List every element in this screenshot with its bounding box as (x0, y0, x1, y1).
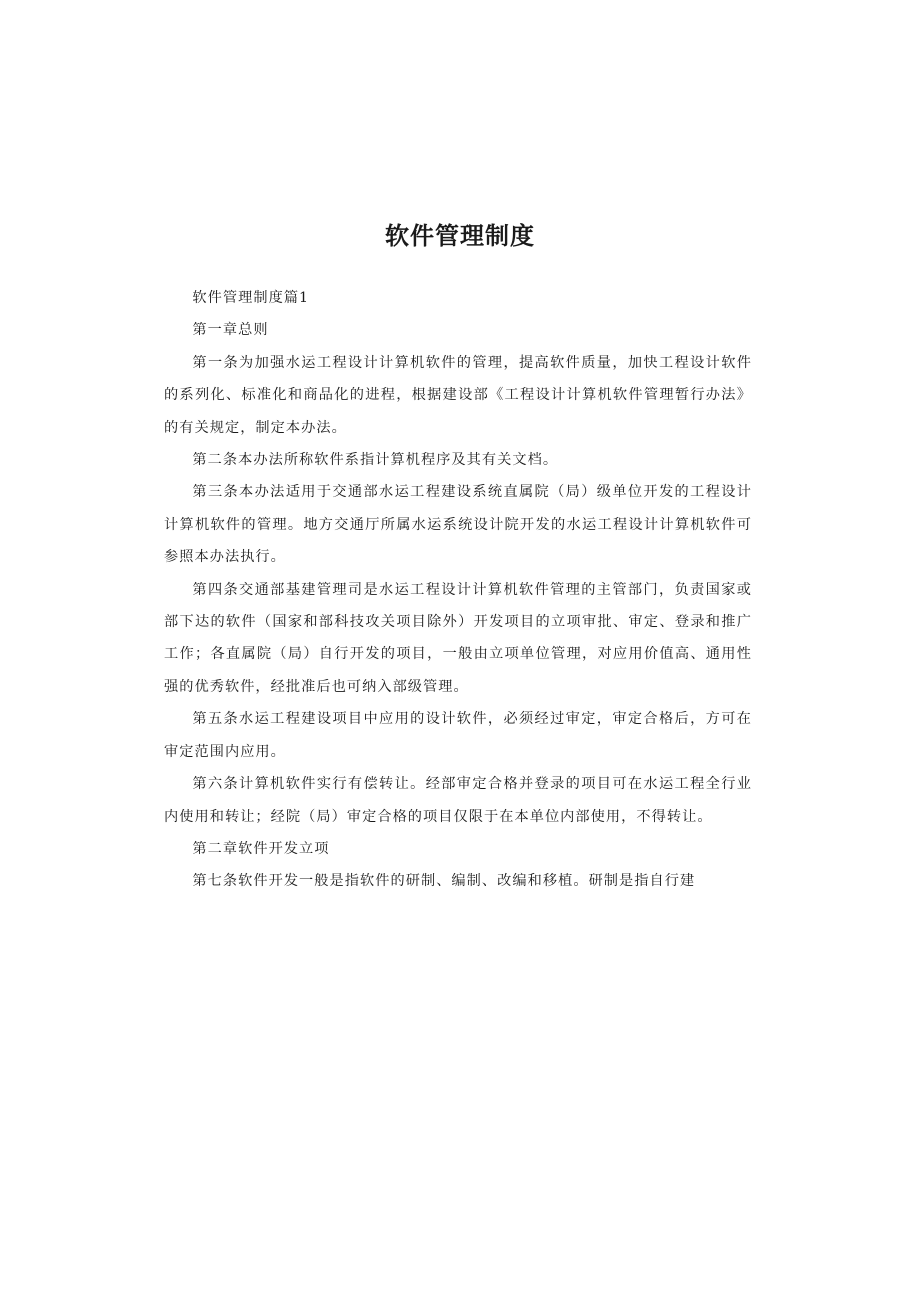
paragraph-article-7: 第七条软件开发一般是指软件的研制、编制、改编和移植。研制是指自行建 (192, 873, 696, 890)
document-body (164, 282, 752, 898)
paragraph-article-2: 第二条本办法所称软件系指计算机程序及其有关文档。 (192, 452, 559, 469)
paragraph-article-5: 第五条水运工程建设项目中应用的设计软件，必须经过审定，审定合格后，方可在审定范围内应用。 (164, 711, 752, 760)
document-title: 软件管理制度 (385, 222, 535, 250)
paragraph-chapter-1-heading: 第一章总则 (192, 322, 269, 339)
paragraph-chapter-2-heading: 第二章软件开发立项 (192, 840, 330, 857)
paragraph-article-3: 第三条本办法适用于交通部水运工程建设系统直属院（局）级单位开发的工程设计计算机软件的管理。地方交通厅所属水运系统设计院开发的水运工程设计计算机软件可参照本办法执行。 (164, 484, 752, 566)
paragraph-article-6: 第六条计算机软件实行有偿转让。经部审定合格并登录的项目可在水运工程全行业内使用和转让；经院（局）审定合格的项目仅限于在本单位内部使用，不得转让。 (164, 776, 752, 825)
paragraph-article-1: 第一条为加强水运工程设计计算机软件的管理，提高软件质量，加快工程设计软件的系列化、标准化和商品化的进程，根据建设部《工程设计计算机软件管理暂行办法》的有关规定，制定本办法。 (164, 354, 752, 436)
paragraph-section-heading: 软件管理制度篇1 (192, 290, 310, 306)
paragraph-article-4: 第四条交通部基建管理司是水运工程设计计算机软件管理的主管部门，负责国家或部下达的软件（国家和部科技攻关项目除外）开发项目的立项审批、审定、登录和推广工作；各直属院（局）自行开发的项目，一般由立项单位管理，对应用价值高、通用性强的优秀软件，经批准后也可纳入部级管理。 (164, 581, 752, 695)
